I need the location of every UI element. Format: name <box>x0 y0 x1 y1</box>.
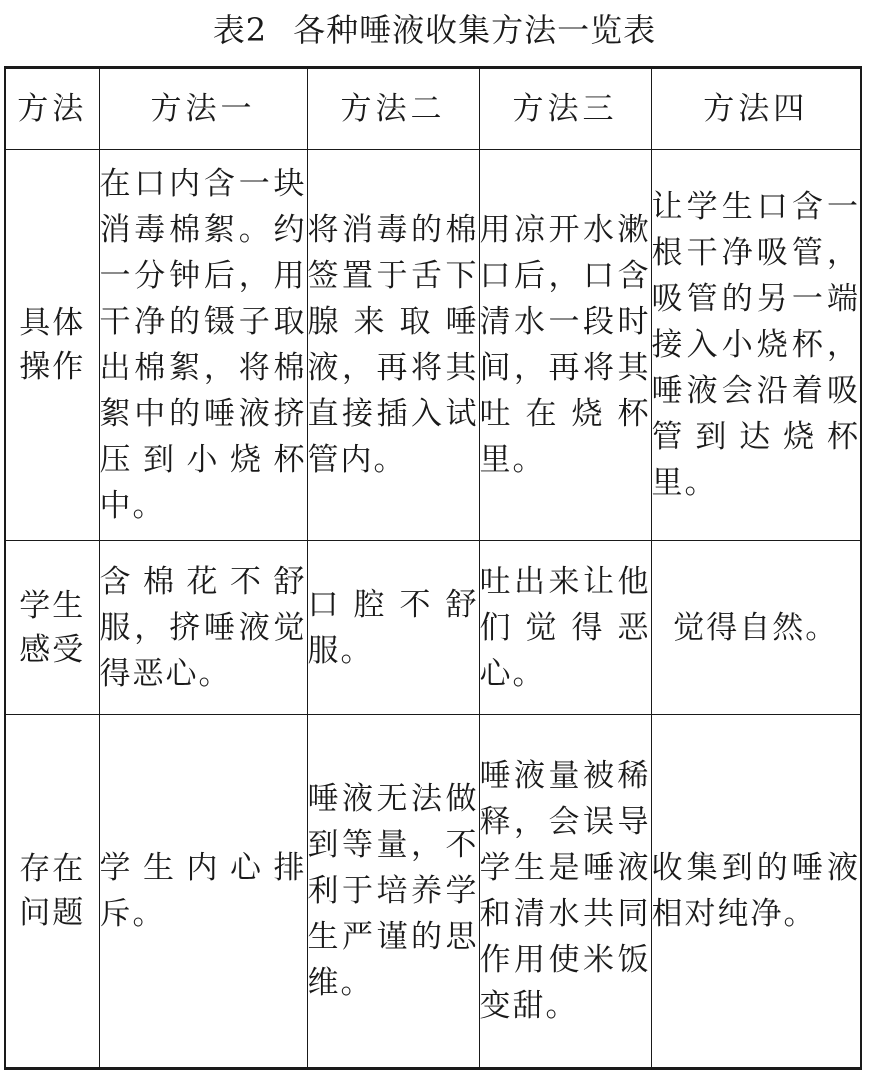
row-label-line: 具体 <box>19 305 86 341</box>
table-title: 各种唾液收集方法一览表 <box>293 11 657 49</box>
row-label-feeling <box>5 541 99 715</box>
row-label-line: 存在 <box>19 851 86 887</box>
saliva-methods-table <box>4 66 862 1070</box>
table-header-row <box>5 68 861 150</box>
row-label-line: 学生 <box>19 587 86 624</box>
cell-operation-method-4: 让学生口含一根干净吸管，吸管的另一端接入小烧杯，唾液会沿着吸管到达烧杯里。 <box>651 150 861 541</box>
cell-problem-method-4: 收集到的唾液相对纯净。 <box>651 715 861 1069</box>
table-number: 表2 <box>212 11 268 49</box>
table-row-problem <box>5 715 861 1069</box>
cell-operation-method-1: 在口内含一块消毒棉絮。约一分钟后，用干净的镊子取出棉絮，将棉絮中的唾液挤压到小烧杯中。 <box>99 150 307 541</box>
row-label-problem <box>5 715 99 1069</box>
header-method: 方法 <box>5 68 99 150</box>
cell-operation-method-3: 用凉开水漱口后，口含清水一段时间，再将其吐在烧杯里。 <box>479 150 651 541</box>
row-label-operation <box>5 150 99 541</box>
table-row-operation <box>5 150 861 541</box>
header-method-3: 方法三 <box>479 68 651 150</box>
row-label-line: 操作 <box>19 349 86 385</box>
cell-feeling-method-1: 含棉花不舒服，挤唾液觉得恶心。 <box>99 541 307 715</box>
cell-feeling-method-4: 觉得自然。 <box>651 541 861 715</box>
cell-problem-method-2: 唾液无法做到等量，不利于培养学生严谨的思维。 <box>307 715 479 1069</box>
cell-feeling-method-3: 吐出来让他们觉得恶心。 <box>479 541 651 715</box>
cell-problem-method-3: 唾液量被稀释，会误导学生是唾液和清水共同作用使米饭变甜。 <box>479 715 651 1069</box>
table-row-feeling <box>5 541 861 715</box>
row-label-line: 问题 <box>19 895 86 931</box>
cell-operation-method-2: 将消毒的棉签置于舌下腺来取唾液，再将其直接插入试管内。 <box>307 150 479 541</box>
header-method-2: 方法二 <box>307 68 479 150</box>
row-label-line: 感受 <box>19 631 86 668</box>
table-caption <box>0 8 869 52</box>
cell-problem-method-1: 学生内心排斥。 <box>99 715 307 1069</box>
cell-feeling-method-2: 口腔不舒服。 <box>307 541 479 715</box>
header-method-4: 方法四 <box>651 68 861 150</box>
header-method-1: 方法一 <box>99 68 307 150</box>
